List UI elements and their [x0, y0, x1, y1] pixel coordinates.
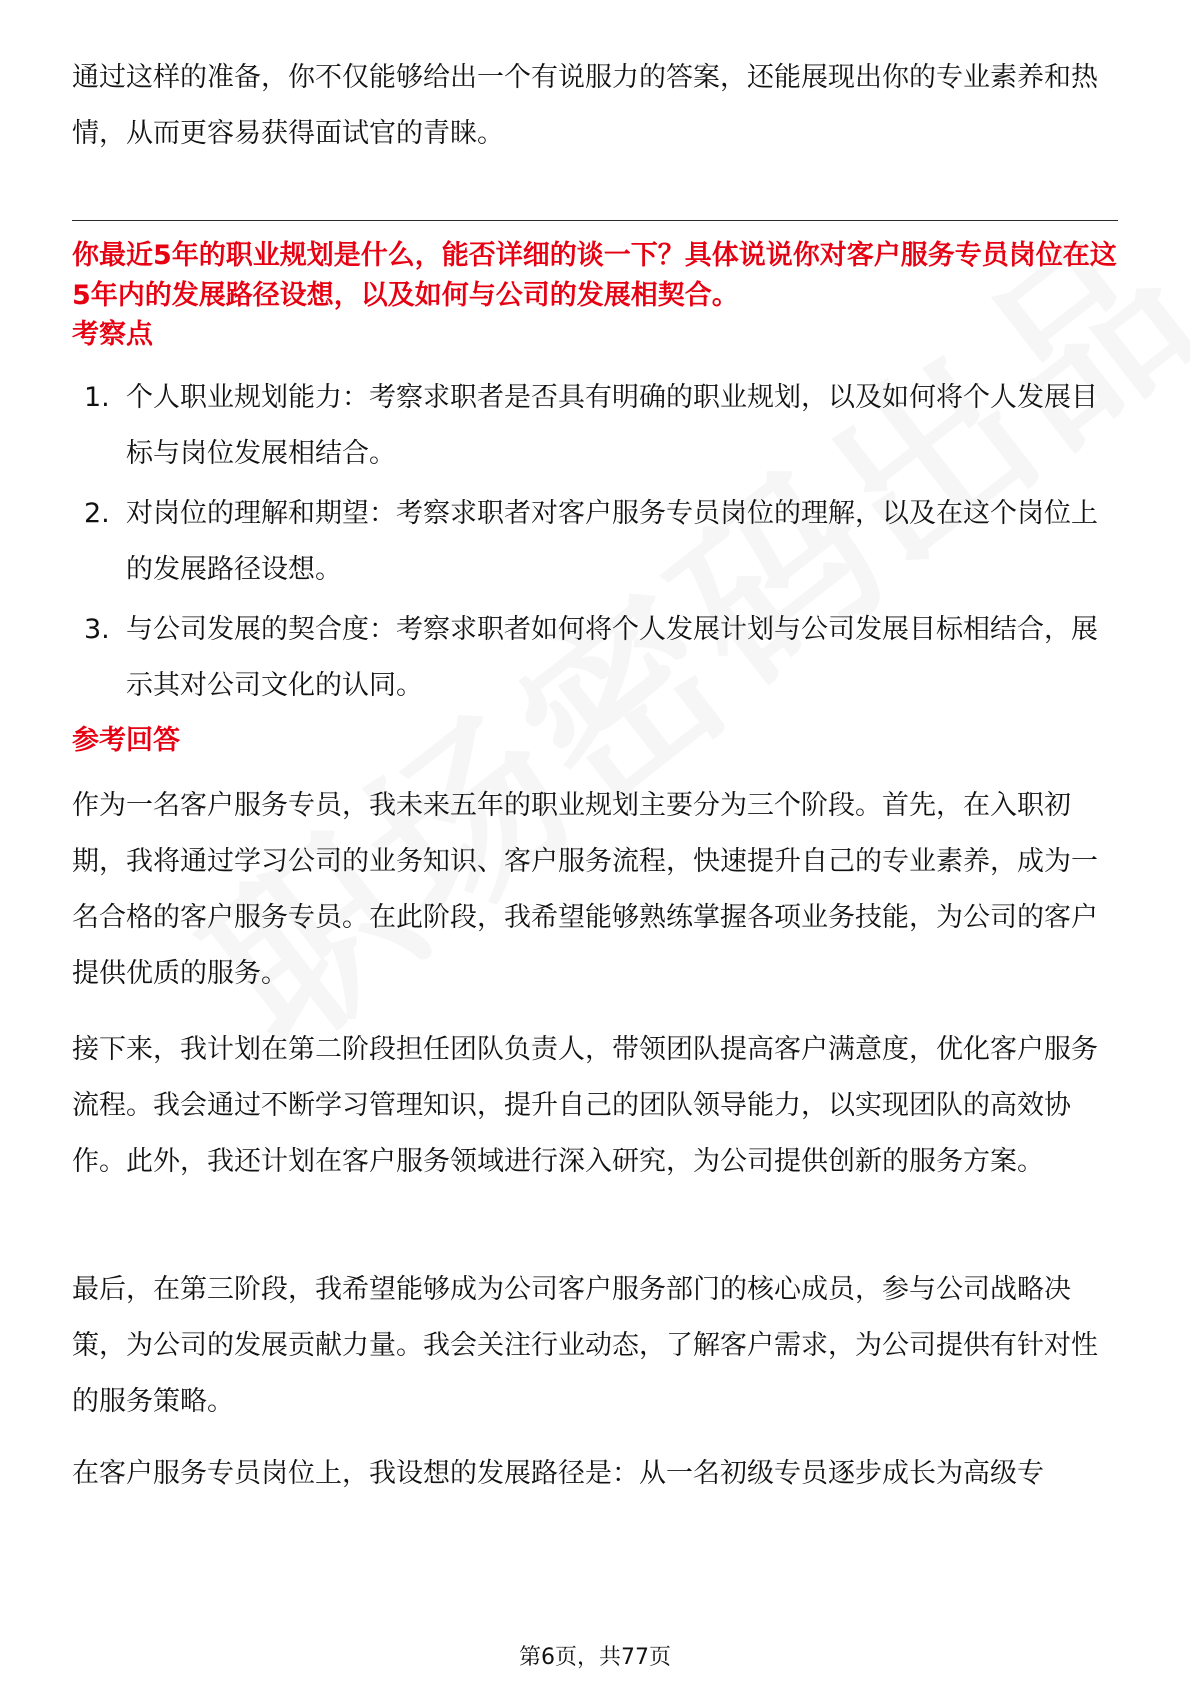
list-item	[72, 486, 1118, 598]
answer-paragraph: 接下来，我计划在第二阶段担任团队负责人，带领团队提高客户满意度，优化客户服务流程。我会通过不断学习管理知识，提升自己的团队领导能力，以实现团队的高效协作。此外，我还计划在客户服务领域进行深入研究，为公司提供创新的服务方案。	[72, 1034, 1098, 1177]
question-title: 你最近5年的职业规划是什么，能否详细的谈一下？具体说说你对客户服务专员岗位在这5年内的发展路径设想，以及如何与公司的发展相契合。	[72, 240, 1117, 311]
list-item	[72, 602, 1118, 714]
answer-paragraph: 在客户服务专员岗位上，我设想的发展路径是：从一名初级专员逐步成长为高级专	[72, 1458, 1044, 1489]
list-number: 2.	[84, 498, 110, 529]
section-divider	[72, 220, 1118, 221]
exam-points-heading: 考察点	[72, 319, 153, 350]
page-number: 第6页，共77页	[519, 1645, 671, 1670]
answer-paragraph: 作为一名客户服务专员，我未来五年的职业规划主要分为三个阶段。首先，在入职初期，我将通过学习公司的业务知识、客户服务流程，快速提升自己的专业素养，成为一名合格的客户服务专员。在此阶段，我希望能够熟练掌握各项业务技能，为公司的客户提供优质的服务。	[72, 790, 1098, 989]
list-item-text: 对岗位的理解和期望：考察求职者对客户服务专员岗位的理解，以及在这个岗位上的发展路径设想。	[126, 498, 1098, 585]
list-item	[72, 370, 1118, 482]
list-number: 3.	[84, 614, 110, 645]
answer-paragraph: 最后，在第三阶段，我希望能够成为公司客户服务部门的核心成员，参与公司战略决策，为公司的发展贡献力量。我会关注行业动态，了解客户需求，为公司提供有针对性的服务策略。	[72, 1274, 1098, 1417]
reference-answer-heading: 参考回答	[72, 725, 180, 756]
intro-paragraph: 通过这样的准备，你不仅能够给出一个有说服力的答案，还能展现出你的专业素养和热情，从而更容易获得面试官的青睐。	[72, 62, 1098, 149]
list-item-text: 个人职业规划能力：考察求职者是否具有明确的职业规划，以及如何将个人发展目标与岗位发展相结合。	[126, 382, 1098, 469]
list-item-text: 与公司发展的契合度：考察求职者如何将个人发展计划与公司发展目标相结合，展示其对公司文化的认同。	[126, 614, 1098, 701]
list-number: 1.	[84, 382, 110, 413]
exam-points-list	[72, 370, 1118, 718]
